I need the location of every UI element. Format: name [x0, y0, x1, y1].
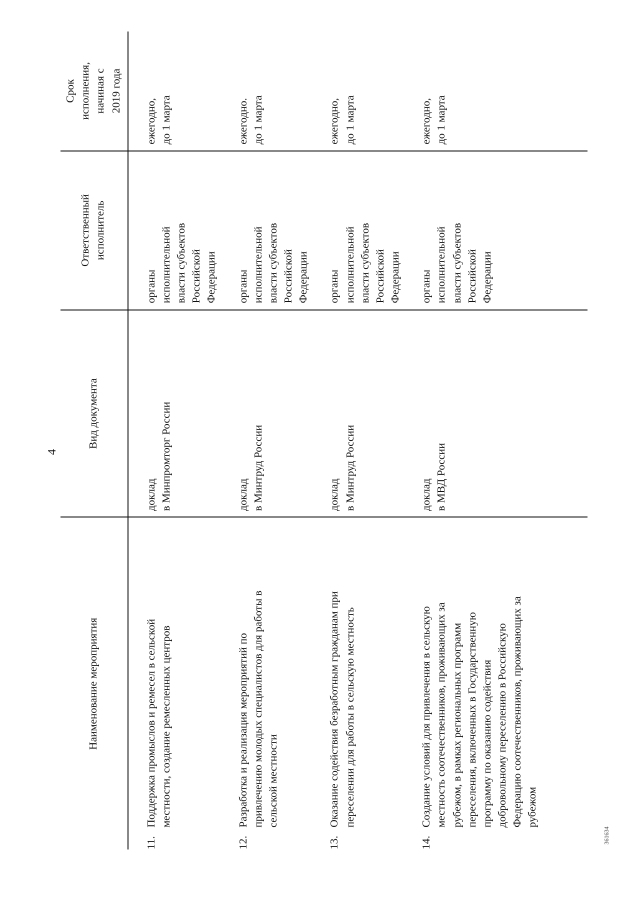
measure-name: Разработка и реализация мероприятий по привлечению молодых специалистов для работы в сельской местности — [237, 590, 280, 828]
execution-term: ежегодно. до 1 марта — [228, 32, 320, 151]
document-type: доклад в Минпромторг России — [128, 310, 228, 518]
header-row — [61, 32, 128, 850]
document-code: 361634 — [604, 826, 611, 845]
measure-name: Создание условий для привлечения в сельскую местность соотечественников, проживающих за рубежом, в рамках региональных программ переселения, включенных в Государственную программу по оказанию содействия добровольному переселению в Российскую Федерацию соотечественников, проживающих за рубежом — [420, 596, 539, 828]
measure-name: Поддержка промыслов и ремесел в сельской местности, создание ремесленных центров — [145, 618, 173, 828]
header-name: Наименование мероприятия — [61, 517, 128, 849]
row-number: 12. — [237, 835, 250, 850]
table-row — [228, 32, 320, 850]
responsible-executor: органы исполнительной власти субъектов Российской Федерации — [320, 151, 412, 310]
document-type: доклад в Минтруд России — [228, 310, 320, 518]
responsible-executor: органы исполнительной власти субъектов Российской Федерации — [412, 151, 588, 310]
responsible-executor: органы исполнительной власти субъектов Российской Федерации — [128, 151, 228, 310]
row-number: 13. — [328, 835, 341, 850]
table-row — [320, 32, 412, 850]
execution-term: ежегодно, до 1 марта — [412, 32, 588, 151]
measures-table — [61, 32, 588, 850]
row-number: 14. — [420, 835, 433, 850]
header-responsible: Ответственный исполнитель — [61, 151, 128, 310]
document-type: доклад в Минтруд России — [320, 310, 412, 518]
row-number: 11. — [145, 836, 158, 850]
table-row — [128, 32, 228, 850]
execution-term: ежегодно, до 1 марта — [320, 32, 412, 151]
measure-name: Оказание содействия безработным гражданам при переселении для работы в сельскую местность — [328, 591, 357, 828]
header-term: Срок исполнения, начиная с 2019 года — [61, 32, 128, 151]
rotated-page — [1, 0, 640, 905]
table-row — [412, 32, 588, 850]
page-number: 4 — [44, 449, 59, 455]
responsible-executor: органы исполнительной власти субъектов Российской Федерации — [228, 151, 320, 310]
header-doc-type: Вид документа — [61, 310, 128, 518]
execution-term: ежегодно, до 1 марта — [128, 32, 228, 151]
document-type: доклад в МВД России — [412, 310, 588, 518]
